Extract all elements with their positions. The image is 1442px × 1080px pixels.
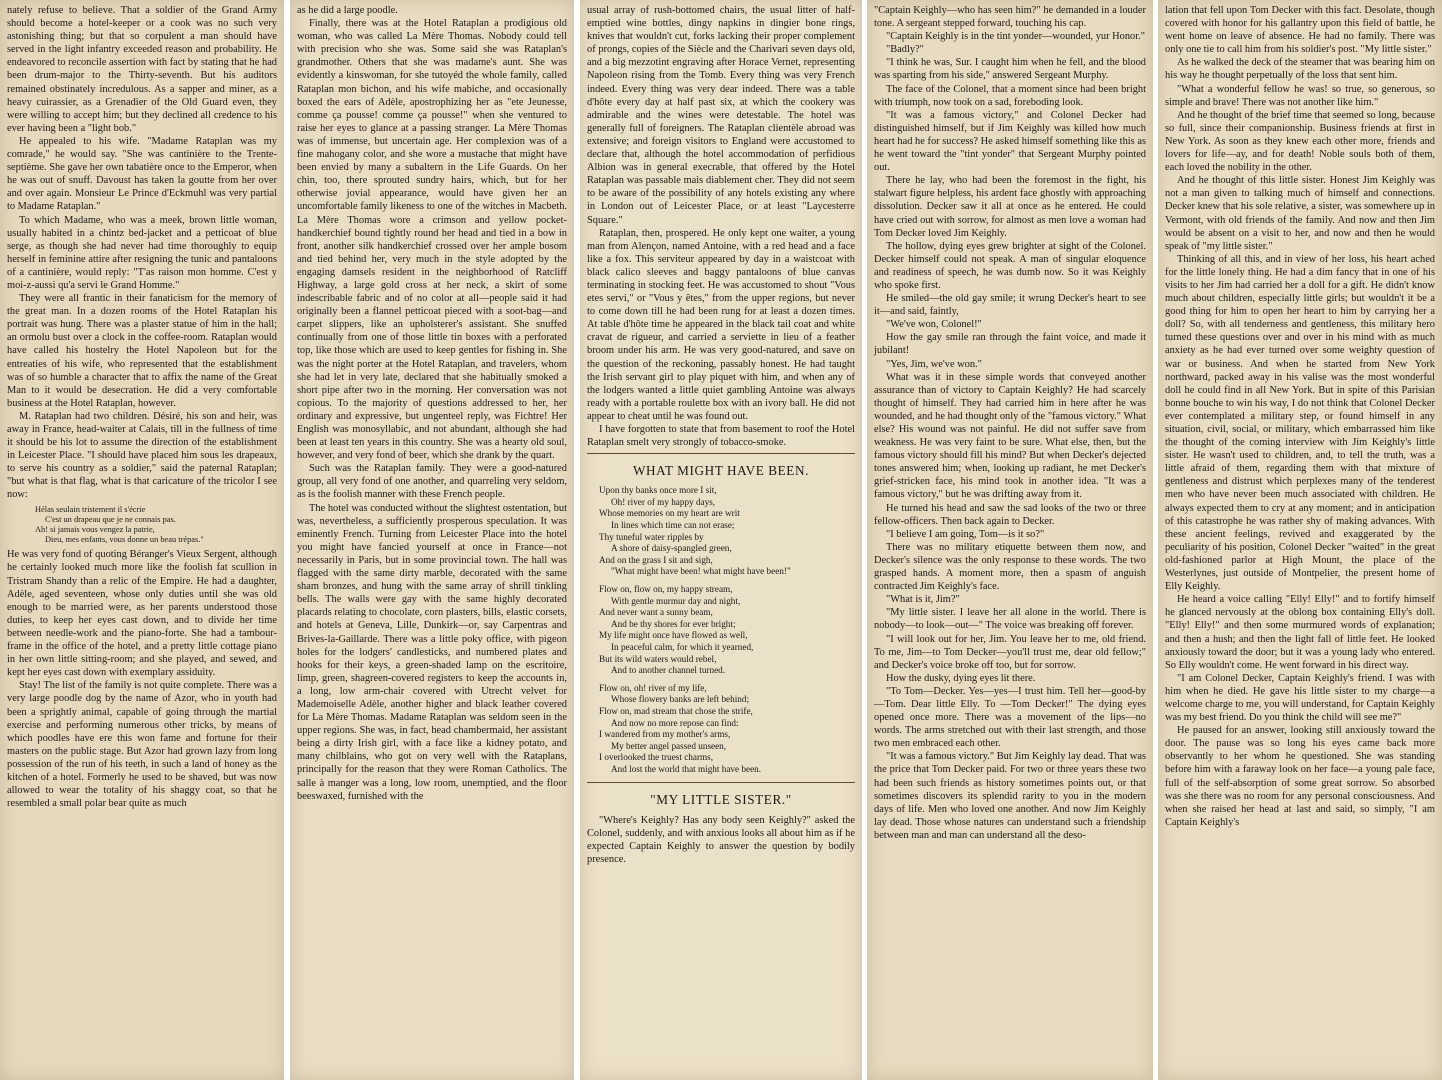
section-divider	[587, 453, 855, 454]
article-paragraph: "To Tom—Decker. Yes—yes—I trust him. Tell her—good-by—Tom. Dear little Elly. To —Tom Decker!" The dying eyes opened once more. There was a movement of the lips—no words. The arms stretched out with their last strength, and those two men embraced each other.	[874, 685, 1146, 750]
poem-line: Whose flowery banks are left behind;	[611, 694, 750, 705]
article-paragraph: He heard a voice calling "Elly! Elly!" and to fortify himself he glanced nervously at the oblong box containing Elly's doll. "Elly! Elly!" and then some murmured words of explanation; and then a hush; and then the light fall of little feet. He looked anxiously toward the door; but it was a young lady who entered. So Elly wouldn't come. He went forward in his direct way.	[1165, 594, 1435, 671]
article-paragraph: To which Madame, who was a meek, brown little woman, usually habited in a chintz bed-jacket and a petticoat of blue serge, as though she had never had time thoroughly to equip herself in feminine attire after resigning the tunic and pantaloons of a cantinière, would reply: "T'as raison mon homme. C'est y moi-z-aussi qu'a servi le Grand Homme."	[7, 214, 277, 291]
article-paragraph: They were all frantic in their fanaticism for the memory of the great man. In a dozen rooms of the Hotel Rataplan his portrait was hung. There was a plaster statue of him in the hall; an ormolu bust over a clock in the coffee-room. Rataplan would have called his hostelry the Hotel Napoleon but for the entreaties of his wife, who represented that the establishment was of so humble a character that to affix the name of the Great Man to it would be desecration. He did a very comfortable business at the Hotel Rataplan, however.	[7, 293, 277, 409]
article-paragraph: "What a wonderful fellow he was! so true, so generous, so simple and brave! There was not another like him."	[1165, 83, 1435, 108]
article-paragraph: There was no military etiquette between them now, and Decker's silence was the only response to these words. The two grasped hands. A moment more, then a spasm of anguish contracted Jim Keighly's face.	[874, 541, 1146, 593]
clipping-column-1	[0, 0, 284, 1080]
poem-line: Oh! river of my happy days,	[611, 496, 716, 507]
article-paragraph: As he walked the deck of the steamer that was bearing him on his way he thought perpetually of the loss that sent him.	[1165, 57, 1435, 82]
poem-line: I overlooked the truest charms,	[599, 752, 714, 763]
poem-line: And now no more repose can find:	[611, 717, 739, 728]
story-title: "MY LITTLE SISTER."	[650, 791, 792, 807]
article-paragraph: He turned his head and saw the sad looks of the two or three fellow-officers. Then back again to Decker.	[874, 502, 1146, 527]
poem-line: In lines which time can not erase;	[611, 520, 735, 531]
poem-stanza	[599, 485, 855, 578]
poem-line: In peaceful calm, for which it yearned,	[611, 642, 754, 652]
article-paragraph: "It was a famous victory," and Colonel Decker had distinguished himself, but if Jim Keighly was killed how much heart had he for success? He asked himself something like this as he went toward the "tint yonder" that Sergeant Murphy pointed out.	[874, 109, 1146, 174]
poem-line: And on the grass I sit and sigh,	[599, 554, 713, 565]
article-paragraph: as he did a large poodle.	[297, 5, 398, 16]
verse-line: Dieu, mes enfants, vous donne un beau trépas."	[45, 535, 204, 545]
article-paragraph: He appealed to his wife. "Madame Rataplan was my comrade," he would say. "She was cantinière to the Trente-septième. She gave her own tabatière once to the Emperor, when he was out of snuff. Davoust has taken la goutte from her over and over again. Monsieur Le Prince d'Eckmuhl was very partial to Madame Rataplan."	[7, 135, 277, 213]
poem-stanza	[599, 683, 855, 776]
poem-line: My life might once have flowed as well,	[599, 630, 748, 641]
poem-line: Upon thy banks once more I sit,	[599, 485, 717, 496]
poem-line: Flow on, oh! river of my life,	[599, 682, 707, 693]
article-paragraph: The hotel was conducted without the slightest ostentation, but was, nevertheless, a sufficiently prosperous speculation. It was eminently French. Turning from Leicester Place into the hotel you might have fancied yourself at once in France—not necessarily in Paris, but in some provincial town. The hall was flagged with the same dirty marble, decorated with the same sham bronzes, and hung with the same array of shrill tinkling bells. The walls were gay with the same highly decorated placards relating to chocolate, corn plasters, bills, elastic corsets, and hotels at Geneva, Lille, Dunkirk—or, say Carpentras and Brives-la-Gaillarde. There was a little poky office, with pigeon holes for the lodgers' candlesticks, and numbered plates and hooks for their keys, a green-shaded lamp on the escritoire, limp, green, shagreen-covered registers to keep the accounts in, a long, low arm-chair covered with Utrecht velvet for Mademoiselle Adèle, another higher and black leather covered for La Mère Thomas. Madame Rataplan was seldom seen in the upper regions. She was, in fact, head chambermaid, her assistant being a dirty Irish girl, with a face like a kidney potato, and many chilblains, who got on very well with the Rataplans, principally for the reason that they were Roman Catholics. The salle à manger was a long, low room, unemptied, and the floor beeswaxed, furnished with the	[297, 502, 567, 802]
verse-line: Hélas seulain tristement il s'écrie	[35, 504, 146, 514]
article-paragraph: He was very fond of quoting Béranger's Vieux Sergent, although he certainly looked much more like the foolish fat scullion in Tristram Shandy than a relic of the Empire. He had a daughter, Adèle, aged seventeen, whose only duties until she was old enough to be married were, as her parents understood those duties, to keep her eyes cast down, and to divide her time between needle-work and the piano-forte. She had a tambour-frame in the office of the hotel, and a pretty little cottage piano in her own little sitting-room; and she played, and sewed, and kept her eyes cast down with exemplary assiduity.	[7, 549, 277, 679]
article-paragraph: "I am Colonel Decker, Captain Keighly's friend. I was with him when he died. He gave his little sister to my charge—a welcome charge to me, you will understand, for Captain Keighly was my best friend. Do you think the child will see me?"	[1165, 672, 1435, 724]
article-paragraph: lation that fell upon Tom Decker with this fact. Desolate, though covered with honor for his gallantry upon this field of battle, he went home on leave of absence. He had no family. There was only one tie to call him from his soldier's post. "My little sister."	[1165, 5, 1435, 56]
poem-line: And be thy shores for ever bright;	[611, 618, 736, 629]
article-paragraph: Thinking of all this, and in view of her loss, his heart ached for the little lonely thing. He had a dim fancy that in one of his visits to her Jim had carried her a doll for a gift. He didn't know much about children, especially little girls; but wouldn't it be a good thing for him to open her heart to him by carrying her a doll? So, with all tenderness and gentleness, this military hero turned these questions over and over in his mind with as much anxiety as he had ever turned over some weighty question of war or business. And when he started from New York northward, packed away in his valise was the most wonderful doll he could find in all New York. But in spite of this Parisian bonne bouche to win his way, I do not think that Colonel Decker ever contemplated a military step, or found himself in any situation, civil, social, or military, which embarrassed him like the thought of the coming interview with Jim Keighly's little sister. He wasn't used to children, and, to tell the truth, was a little afraid of them, regarding them with that mixture of gentleness and distrust which perplexes many of the tenderest men who have never been much associated with children. He always expected them to cry at any moment; and in anticipation of this catastrophe he was rather shy of making advances. With these ancient feelings, revived and exaggerated by the peculiarity of his position, Colonel Decker "waited" in the great old-fashioned parlor at High Mount, the place of the Westerlynes, just outside of Montpelier, the present home of Elly Keighly.	[1165, 253, 1435, 593]
poem-line: My better angel passed unseen,	[611, 740, 727, 751]
article-paragraph: "What is it, Jim?"	[886, 594, 960, 606]
poem-title: WHAT MIGHT HAVE BEEN.	[633, 463, 809, 479]
clipping-column-4	[867, 0, 1153, 1080]
poem-line: Whose memories on my heart are writ	[599, 508, 740, 519]
section-divider	[587, 782, 855, 783]
poem-line: A shore of daisy-spangled green,	[611, 543, 732, 554]
article-paragraph: Finally, there was at the Hotel Rataplan a prodigious old woman, who was called La Mère Thomas. Nobody could tell with precision who she was. Some said she was Rataplan's grandmother. Others that she was madame's aunt. She was evidently a kinswoman, for she tutoyéd the whole family, called Rataplan mon bichon, and his wife mabiche, and occasionally boxed the ears of Adèle, apostrophizing her as "ete Jeunesse, comme ça pousse! comme ça pousse!" when she ventured to raise her eyes to glance at a passing stranger. La Mère Thomas was of immense, but uncertain age. Her complexion was of a fine mahogany color, and she wore a mustache that might have been envied by many a subaltern in the Life Guards. On her chin, too, there sprouted sundry hairs, which, but for her otherwise jovial appearance, would have given her an uncomfortable family likeness to one of the witches in Macbeth. La Mère Thomas wore a crimson and yellow pocket-handkerchief bound tightly round her head and tied in a bow in front, another silk handkerchief crossed over her ample bosom and tied behind her, very much in the style adopted by the engaging damsels resident in the neighborhood of Ratcliff Highway, a large gold cross at her neck, a skirt of some indescribable fabric and of no color at all—people said it had originally been a flannel petticoat pieced with a soot-bag—and carpet slippers, like an upholsterer's assistant. She snuffed continually from one of those little tin boxes with a perforated top, like those which are used to keep gentles for fishing in. She was the night porter at the Hotel Rataplan, and travelers, whom she had let in very late, declared that she habitually smoked a short pipe after two in the morning. Her conversation was not copious. To the majority of questions addressed to her, her ordinary and expressive, but ungenteel reply, was Fichtre! Her English was monosyllabic, and not abundant, although she had been at least ten years in this country. She was a hearty old soul, however, and very fond of beer, which she drank by the quart.	[297, 18, 567, 462]
article-paragraph: "Yes, Jim, we've won."	[886, 358, 982, 370]
article-paragraph: "Badly?"	[886, 44, 924, 56]
article-paragraph: "It was a famous victory." But Jim Keighly lay dead. That was the price that Tom Decker paid. For two or three years these two had been such friends as history sometimes points out, or that sometimes discovers its splendid rarity to you in the modern days of life. Men who loved one another. And now Jim Keighly lay dead. Those whose natures can understand such a friendship between man and man can understand all the deso-	[874, 751, 1146, 841]
clipping-column-2	[290, 0, 574, 1080]
article-paragraph: "I believe I am going, Tom—is it so?"	[886, 528, 1045, 540]
poem-line: Thy tuneful water ripples by	[599, 531, 704, 542]
article-paragraph: And he thought of this little sister. Honest Jim Keighly was not a man given to talking much of himself and connections. Decker knew that his sole relative, a sister, was somewhere up in Vermont, with old friends of the family. And now and then Jim would be absent on a visit to her, and now and then he would speak of "my little sister."	[1165, 175, 1435, 252]
article-paragraph: How the dusky, dying eyes lit there.	[886, 672, 1036, 684]
poem-stanza	[599, 584, 855, 677]
article-paragraph: usual array of rush-bottomed chairs, the usual litter of half-emptied wine bottles, dingy napkins in dingier bone rings, knives that wouldn't cut, forks lacking their proper complement of prongs, copies of the Siècle and the Charivari seven days old, and a big mezzotint engraving after Horace Vernet, representing Napoleon rising from the Tomb. Every thing was very French indeed. Every thing was very dear indeed. There was a table d'hôte every day at half past six, at which the cookery was admirable and the wines were detestable. The hotel was generally full of foreigners. The Rataplan clientèle abroad was extensive; and foreign visitors to England were accustomed to declare that, although the hotel accommodation of perfidious Albion was in general execrable, that offered by the Hotel Rataplan was passable mais diablement cher. They did not seem to be aware of the possibility of any hotels existing any where in London out of Leicester Place, or at least "Laycesterre Square."	[587, 5, 855, 226]
article-paragraph: He smiled—the old gay smile; it wrung Decker's heart to see it—and said, faintly,	[874, 293, 1146, 318]
clipping-column-3	[580, 0, 862, 1080]
article-paragraph: How the gay smile ran through the faint voice, and made it jubilant!	[874, 332, 1146, 357]
article-paragraph: The face of the Colonel, that a moment since had been bright with triumph, now took on a sad, foreboding look.	[874, 83, 1146, 108]
poem-line: And to another channel turned.	[611, 665, 726, 676]
article-paragraph: "I think he was, Sur. I caught him when he fell, and the blood was sparting from his side," answered Sergeant Murphy.	[874, 57, 1146, 82]
article-paragraph: The hollow, dying eyes grew brighter at sight of the Colonel. Decker himself could not speak. A man of singular eloquence and readiness of speech, he was dumb now. So it was Keighly who spoke first.	[874, 240, 1146, 291]
poem-line: Flow on, mad stream that chose the strife,	[599, 705, 753, 716]
article-paragraph: "Where's Keighly? Has any body seen Keighly?" asked the Colonel, suddenly, and with anxious looks all about him as if he expected Captain Keighly to answer the question by bodily presence.	[587, 814, 855, 865]
article-paragraph: "My little sister. I leave her all alone in the world. There is nobody—to look—out—" The voice was breaking off forever.	[874, 607, 1146, 632]
verse-line: C'est un drapeau que je ne connais pas.	[45, 514, 176, 524]
article-paragraph: Stay! The list of the family is not quite complete. There was a very large poodle dog by the name of Azor, who in youth had been a sprightly animal, capable of going through the martial exercise and performing numerous other tricks, by means of which poodles have ere this won fame and fortune for their masters on the public stage. But Azor had grown lazy from long possession of the run of his teeth, in such a land of honey as the kitchen of a hotel. Formerly he used to be shaved, but was now allowed to wear the totality of his shaggy coat, so that he resembled a small polar bear quite as much	[7, 680, 277, 810]
article-paragraph: And he thought of the brief time that seemed so long, because so full, since their companionship. Business friends at first in New York. As soon as they knew each other more, friends and lovers for life—ay, and for death! Noble souls both of them, each loved the nobility in the other.	[1165, 109, 1435, 174]
poem-line: And never want a sunny beam,	[599, 607, 713, 618]
article-paragraph: "Captain Keighly—who has seen him?" he demanded in a louder tone. A sergeant stepped forward, touching his cap.	[874, 5, 1146, 30]
verse-line: Ah! si jamais vous vengez la patrie,	[35, 524, 155, 534]
article-paragraph: He paused for an answer, looking still anxiously toward the door. The pause was so long his eyes came back more observantly to her whom he questioned. She was standing before him with a faraway look on her face—a young pale face, full of the self-absorption of some great sorrow. So absorbed was she there was no room for any personal consciousness. And when she raised her head at last and said, so simply, "I am Captain Keighly's	[1165, 725, 1435, 828]
article-paragraph: "I will look out for her, Jim. You leave her to me, old friend. To me, Jim—to Tom Decker—you'll trust me, dear old fellow;" and Decker's voice broke off too, but for sorrow.	[874, 633, 1146, 671]
article-paragraph: Such was the Rataplan family. They were a good-natured group, all very fond of one another, and quarreling very seldom, as is the foolish manner with these French people.	[297, 463, 567, 501]
poem-line: "What might have been! what might have been!"	[611, 566, 791, 577]
poem-line: Flow on, flow on, my happy stream,	[599, 584, 733, 595]
poem-line: And lost the world that might have been.	[611, 763, 762, 774]
article-paragraph: M. Rataplan had two children. Désiré, his son and heir, was away in France, head-waiter at Calais, till in the fullness of time it should be his lot to assume the direction of the establishment in Leicester Place. "I should have placed him sous les drapeaux, to serve his country as a soldier," said the paternal Rataplan; "but what is that flag, what is that caricature of the tricolor I see now:	[7, 410, 277, 501]
article-paragraph: nately refuse to believe. That a soldier of the Grand Army should become a hotel-keeper or a cook was no such very astonishing thing; but that so corpulent a man should have served in the light infantry exceeded reason and probability. He endeavored to reconcile assertion with fact by stating that he had been drum-major to the Thirty-seventh. But his auditors remained obstinately incredulous. As a sapper and miner, as a heavy cuirassier, as a Grenadier of the Old Guard even, they were willing to accept him; but they declined all credence to his ever having been a "light bob."	[7, 5, 277, 134]
article-paragraph: "We've won, Colonel!"	[886, 319, 982, 331]
article-paragraph: Rataplan, then, prospered. He only kept one waiter, a young man from Alençon, named Antoine, with a red head and a face like a fox. This serviteur appeared by day in a waistcoat with black calico sleeves and baggy pantaloons of blue canvas terminating in stocking feet. He was accustomed to shout "Vous etes servi," or "Vous y êtes," from the upper regions, but never to come down till he had been rung for at least a dozen times. At table d'hôte time he appeared in the black tail coat and white cravat de rigueur, and carried a serviette in lieu of a feather broom under his arm. He was very good-natured, and save on the question of the reckoning, passably honest. He had taught the Irish servant girl to play piquet with him, and when any of the lodgers wanted a little quiet gambling Antoine was always ready with a portable roulette box with an ivory ball. He did not appear to cheat until he was found out.	[587, 227, 855, 422]
clipping-column-5	[1158, 0, 1442, 1080]
poem-line: But its wild waters would rebel,	[599, 653, 717, 664]
article-paragraph: There he lay, who had been the foremost in the fight, his stalwart figure helpless, his ardent face ghostly with approaching dissolution. Decker saw it all at once as he entered. He could have cried out with sorrow, for almost as men love a woman had Tom Decker loved Jim Keighly.	[874, 175, 1146, 239]
poem-line: With gentle murmur day and night,	[611, 595, 741, 606]
french-verse-quote	[35, 505, 277, 546]
article-paragraph: I have forgotten to state that from basement to roof the Hotel Rataplan smelt very strongly of tobacco-smoke.	[587, 424, 855, 449]
poem-line: I wandered from my mother's arms,	[599, 729, 731, 740]
article-paragraph: What was it in these simple words that conveyed another assurance than of victory to Captain Keighly? He had scarcely thought of himself. They had carried him in here after he was wounded, and he had thought only of the "famous victory." What else? His wound was not painful. He did not suffer save from weakness. He was very faint to be sure. What else, then, but the famous victory should fill his mind? But when Decker's dejected tones answered him; when, looking up radiant, he met Decker's grief-stricken face, his mind took in another idea. "It was a famous victory," but he was drifting away from it.	[874, 371, 1146, 501]
article-paragraph: "Captain Keighly is in the tint yonder—wounded, yur Honor."	[886, 31, 1145, 43]
